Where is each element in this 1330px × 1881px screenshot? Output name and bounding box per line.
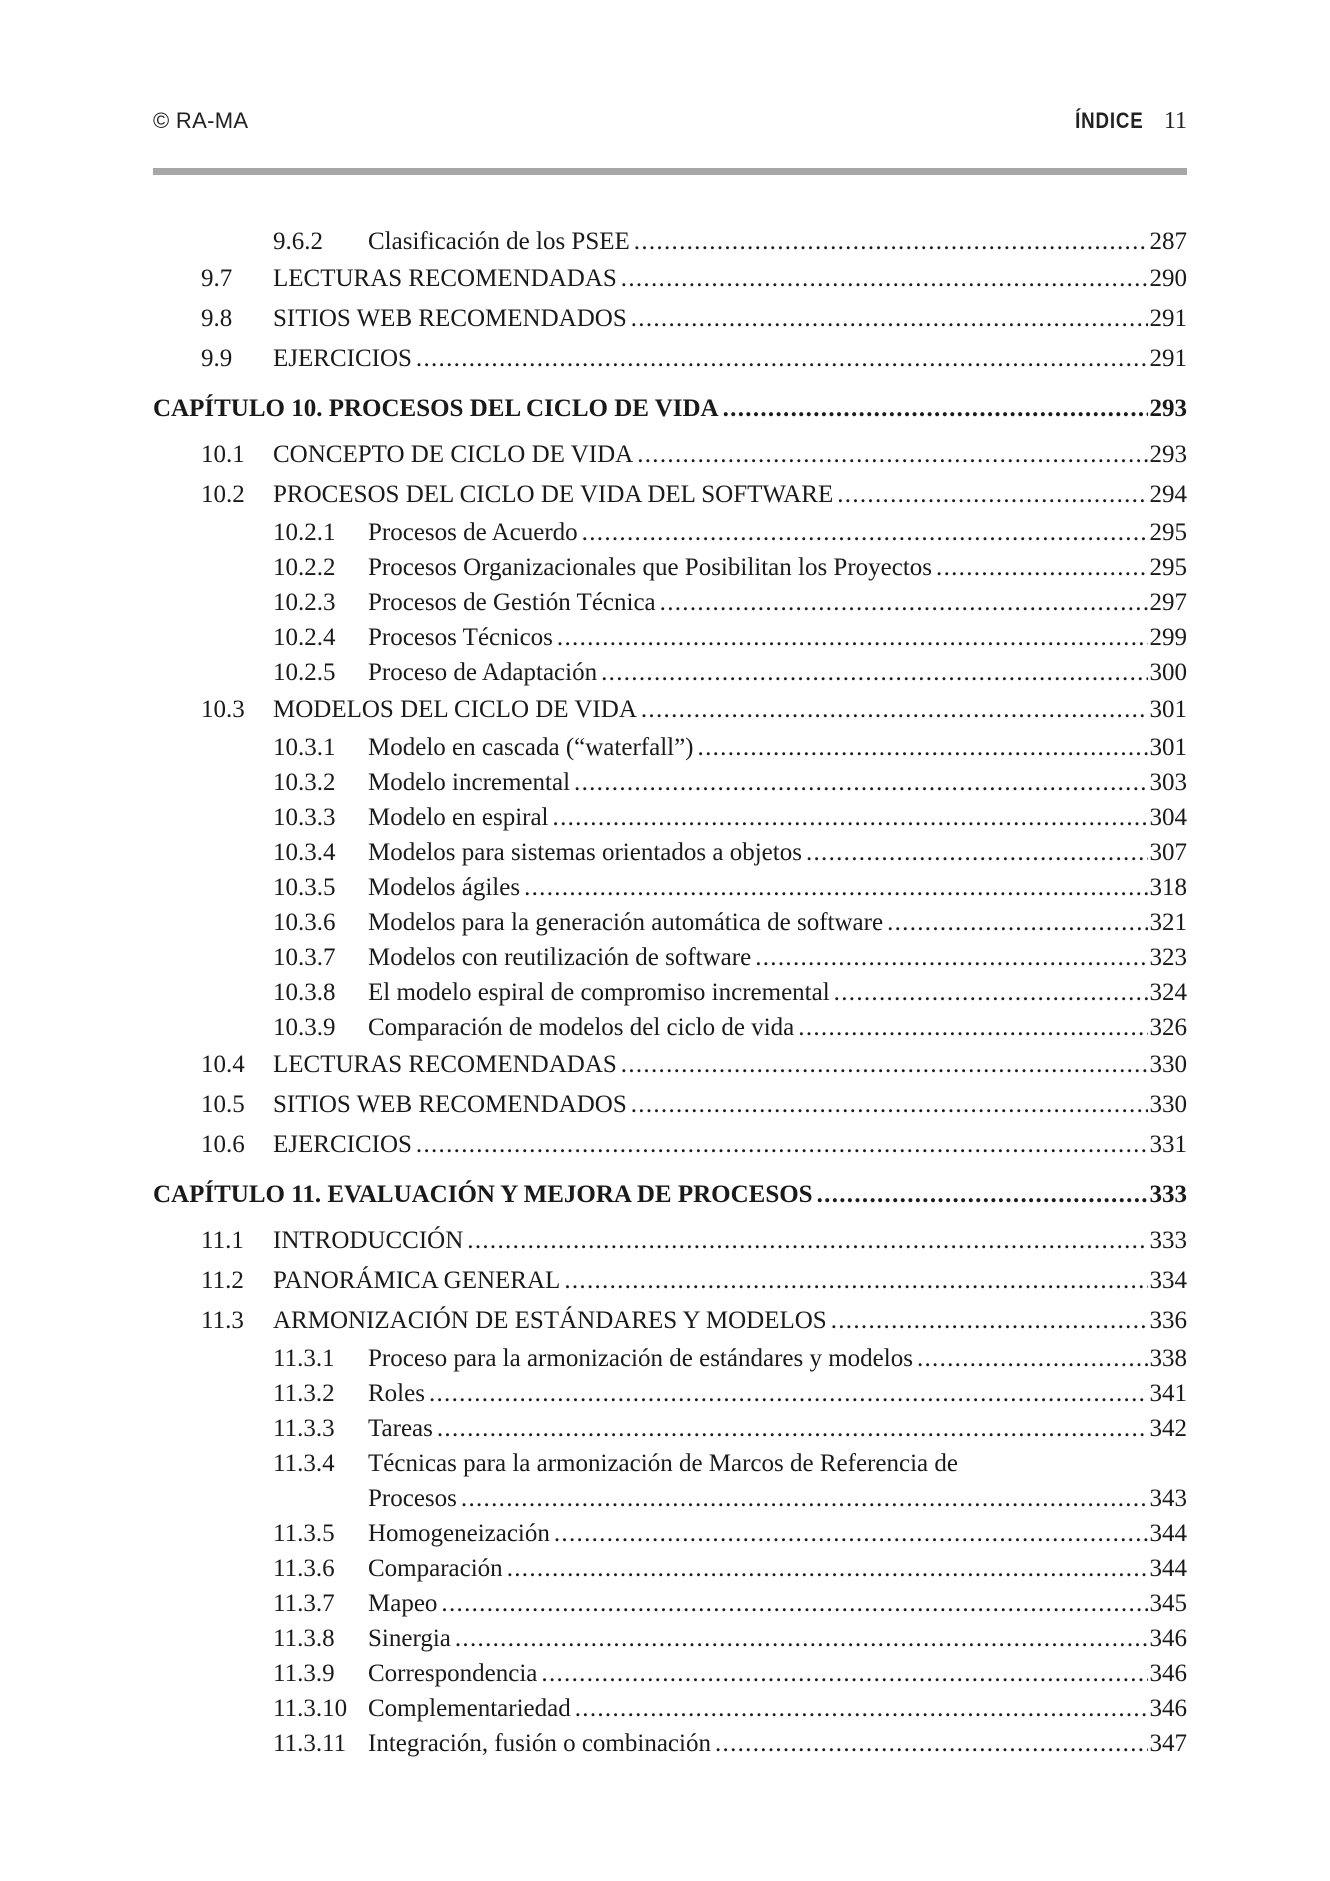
toc-entry-number: 10.2.3 bbox=[273, 589, 336, 616]
toc-entry-page: 330 bbox=[1149, 1091, 1187, 1118]
toc-entry-page: 318 bbox=[1149, 874, 1187, 901]
toc-entry[interactable] bbox=[153, 339, 1187, 379]
toc-entry[interactable] bbox=[153, 1261, 1187, 1301]
toc-entry[interactable] bbox=[153, 1656, 1187, 1691]
toc-entry-title: Procesos Organizacionales que Posibilitan los Proyectos bbox=[368, 554, 933, 581]
toc-entry-body bbox=[368, 585, 1187, 620]
toc-entry-body bbox=[368, 620, 1187, 655]
toc-entry[interactable] bbox=[153, 1411, 1187, 1446]
dot-leader bbox=[621, 259, 1148, 299]
toc-entry-number: 9.8 bbox=[201, 305, 233, 332]
toc-entry-page: 341 bbox=[1149, 1380, 1187, 1407]
toc-entry-page: 334 bbox=[1149, 1267, 1187, 1294]
toc-entry-number: 11.3.5 bbox=[273, 1520, 335, 1547]
toc-entry[interactable] bbox=[153, 585, 1187, 620]
toc-entry-page: 291 bbox=[1149, 305, 1187, 332]
toc-entry[interactable] bbox=[153, 1125, 1187, 1165]
toc-entry-body bbox=[273, 1221, 1187, 1261]
dot-leader bbox=[461, 1481, 1148, 1516]
toc-entry-number: 10.5 bbox=[201, 1091, 245, 1118]
toc-entry-page: 301 bbox=[1149, 696, 1187, 723]
toc-entry-body bbox=[368, 224, 1187, 259]
dot-leader bbox=[455, 1621, 1148, 1656]
toc-entry-page: 347 bbox=[1149, 1730, 1187, 1757]
toc-entry[interactable] bbox=[153, 765, 1187, 800]
toc-entry-page: 294 bbox=[1149, 481, 1187, 508]
dot-leader bbox=[837, 475, 1147, 515]
toc-entry-title: Modelos con reutilización de software bbox=[368, 944, 752, 971]
toc-entry[interactable] bbox=[153, 835, 1187, 870]
toc-entry-title: Modelo incremental bbox=[368, 769, 571, 796]
dot-leader bbox=[887, 905, 1147, 940]
toc-entry-title: ARMONIZACIÓN DE ESTÁNDARES Y MODELOS bbox=[273, 1307, 827, 1334]
toc-entry-body bbox=[368, 1656, 1187, 1691]
toc-entry-page: 307 bbox=[1149, 839, 1187, 866]
dot-leader bbox=[917, 1341, 1148, 1376]
toc-entry-body bbox=[368, 1411, 1187, 1446]
dot-leader bbox=[574, 765, 1147, 800]
dot-leader bbox=[798, 1010, 1147, 1045]
dot-leader bbox=[441, 1586, 1147, 1621]
toc-entry-number: 11.3.3 bbox=[273, 1415, 335, 1442]
toc-entry[interactable] bbox=[153, 1010, 1187, 1045]
toc-entry-title: Proceso de Adaptación bbox=[368, 659, 598, 686]
toc-entry-title: Procesos de Gestión Técnica bbox=[368, 589, 656, 616]
toc-entry-number: 11.3.8 bbox=[273, 1625, 335, 1652]
dot-leader bbox=[637, 435, 1147, 475]
toc-entry-body bbox=[368, 655, 1187, 690]
toc-entry-body bbox=[368, 515, 1187, 550]
toc-entry-number: 11.3.1 bbox=[273, 1345, 335, 1372]
toc-entry-number: 11.3.10 bbox=[273, 1695, 348, 1722]
toc-entry-title: Complementariedad bbox=[368, 1695, 571, 1722]
toc-entry-title: MODELOS DEL CICLO DE VIDA bbox=[273, 696, 637, 723]
dot-leader bbox=[817, 1169, 1148, 1221]
toc-entry-page: 345 bbox=[1149, 1590, 1187, 1617]
toc-entry-page: 293 bbox=[1149, 395, 1187, 422]
toc-entry-page: 343 bbox=[1149, 1485, 1187, 1512]
toc-entry-number: 11.3.2 bbox=[273, 1380, 335, 1407]
toc-entry-title: SITIOS WEB RECOMENDADOS bbox=[273, 1091, 627, 1118]
toc-entry-title: Modelo en espiral bbox=[368, 804, 549, 831]
toc-entry[interactable] bbox=[153, 1446, 1187, 1481]
toc-entry-page: 346 bbox=[1149, 1625, 1187, 1652]
toc-entry-body bbox=[368, 905, 1187, 940]
copyright-notice: © RA-MA bbox=[153, 108, 249, 133]
toc-entry-page: 323 bbox=[1149, 944, 1187, 971]
toc-entry-body bbox=[273, 1301, 1187, 1341]
toc-entry-number: 10.3.1 bbox=[273, 734, 336, 761]
dot-leader bbox=[601, 655, 1147, 690]
toc-entry-number: 9.9 bbox=[201, 345, 233, 372]
toc-entry[interactable] bbox=[153, 1481, 1187, 1516]
toc-entry-title: Proceso para la armonización de estándares y modelos bbox=[368, 1345, 913, 1372]
toc-entry-title: CONCEPTO DE CICLO DE VIDA bbox=[273, 441, 634, 468]
toc-entry[interactable] bbox=[153, 690, 1187, 730]
dot-leader bbox=[631, 299, 1148, 339]
dot-leader bbox=[524, 870, 1147, 905]
toc-entry-title: CAPÍTULO 11. EVALUACIÓN Y MEJORA DE PROCESOS bbox=[153, 1181, 813, 1208]
dot-leader bbox=[575, 1691, 1148, 1726]
toc-entry-number: 9.7 bbox=[201, 265, 233, 292]
toc-entry-body bbox=[273, 299, 1187, 339]
toc-entry[interactable] bbox=[153, 224, 1187, 259]
dot-leader bbox=[634, 224, 1148, 259]
toc-entry-page: 290 bbox=[1149, 265, 1187, 292]
toc-entry-body bbox=[368, 1341, 1187, 1376]
toc-entry-number: 10.4 bbox=[201, 1051, 245, 1078]
toc-entry-body bbox=[273, 1085, 1187, 1125]
toc-entry-body bbox=[273, 1125, 1187, 1165]
toc-entry-title: Modelos para la generación automática de software bbox=[368, 909, 884, 936]
toc-chapter-entry[interactable] bbox=[153, 383, 1187, 435]
dot-leader bbox=[831, 1301, 1148, 1341]
toc-entry-page: 301 bbox=[1149, 734, 1187, 761]
toc-entry-page: 346 bbox=[1149, 1660, 1187, 1687]
dot-leader bbox=[723, 383, 1148, 435]
toc-entry-body bbox=[153, 383, 1187, 435]
toc-entry-page: 331 bbox=[1149, 1131, 1187, 1158]
toc-entry-title: Tareas bbox=[368, 1415, 433, 1442]
toc-entry-page: 336 bbox=[1149, 1307, 1187, 1334]
toc-entry[interactable] bbox=[153, 1085, 1187, 1125]
toc-entry-title: El modelo espiral de compromiso incremental bbox=[368, 979, 830, 1006]
toc-entry-body bbox=[368, 1516, 1187, 1551]
toc-entry[interactable] bbox=[153, 475, 1187, 515]
toc-entry-number: 11.1 bbox=[201, 1227, 244, 1254]
toc-entry[interactable] bbox=[153, 1301, 1187, 1341]
toc-entry-body bbox=[368, 940, 1187, 975]
toc-entry-body bbox=[368, 730, 1187, 765]
page-number: 11 bbox=[1163, 108, 1187, 134]
toc-entry-number: 10.6 bbox=[201, 1131, 245, 1158]
toc-entry-body bbox=[368, 1481, 1187, 1516]
toc-entry-title: CAPÍTULO 10. PROCESOS DEL CICLO DE VIDA bbox=[153, 395, 719, 422]
toc-entry-body bbox=[273, 1045, 1187, 1085]
toc-entry-page: 297 bbox=[1149, 589, 1187, 616]
toc-entry-number: 11.3.11 bbox=[273, 1730, 347, 1757]
toc-entry-page: 342 bbox=[1149, 1415, 1187, 1442]
dot-leader bbox=[429, 1376, 1148, 1411]
dot-leader bbox=[467, 1221, 1147, 1261]
toc-entry[interactable] bbox=[153, 800, 1187, 835]
toc-entry-number: 11.3.4 bbox=[273, 1450, 335, 1477]
toc-entry-number: 10.3.2 bbox=[273, 769, 336, 796]
toc-entry-number: 10.3.8 bbox=[273, 979, 336, 1006]
toc-entry[interactable] bbox=[153, 515, 1187, 550]
toc-entry-body bbox=[368, 1621, 1187, 1656]
toc-entry-title: Modelos ágiles bbox=[368, 874, 521, 901]
dot-leader bbox=[541, 1656, 1147, 1691]
toc-entry[interactable] bbox=[153, 1376, 1187, 1411]
toc-entry-page: 293 bbox=[1149, 441, 1187, 468]
toc-entry-page: 346 bbox=[1149, 1695, 1187, 1722]
toc-entry-title: Roles bbox=[368, 1380, 425, 1407]
toc-entry[interactable] bbox=[153, 550, 1187, 585]
toc-entry-number: 11.3.7 bbox=[273, 1590, 335, 1617]
toc-entry-body bbox=[368, 800, 1187, 835]
dot-leader bbox=[834, 975, 1148, 1010]
toc-entry-title: PROCESOS DEL CICLO DE VIDA DEL SOFTWARE bbox=[273, 481, 834, 508]
toc-entry-number: 10.2 bbox=[201, 481, 245, 508]
toc-entry-page: 300 bbox=[1149, 659, 1187, 686]
toc-entry-number: 11.2 bbox=[201, 1267, 244, 1294]
toc-entry-title: LECTURAS RECOMENDADAS bbox=[273, 1051, 617, 1078]
toc-entry[interactable] bbox=[153, 1621, 1187, 1656]
dot-leader bbox=[715, 1726, 1148, 1761]
toc-entry-page: 304 bbox=[1149, 804, 1187, 831]
toc-entry-body bbox=[368, 1726, 1187, 1761]
section-title: ÍNDICE bbox=[1075, 108, 1144, 133]
toc-entry-page: 321 bbox=[1149, 909, 1187, 936]
toc-entry-body bbox=[368, 975, 1187, 1010]
toc-entry-title: Correspondencia bbox=[368, 1660, 538, 1687]
toc-entry-number: 10.3.9 bbox=[273, 1014, 336, 1041]
toc-entry-body bbox=[368, 765, 1187, 800]
dot-leader bbox=[631, 1085, 1148, 1125]
toc-entry-title: INTRODUCCIÓN bbox=[273, 1227, 464, 1254]
toc-entry-number: 10.3 bbox=[201, 696, 245, 723]
toc-entry[interactable] bbox=[153, 1516, 1187, 1551]
toc-entry-title: PANORÁMICA GENERAL bbox=[273, 1267, 561, 1294]
dot-leader bbox=[621, 1045, 1148, 1085]
toc-entry[interactable] bbox=[153, 259, 1187, 299]
toc-entry-page: 303 bbox=[1149, 769, 1187, 796]
toc-entry-number: 11.3.6 bbox=[273, 1555, 335, 1582]
toc-entry-title: Procesos de Acuerdo bbox=[368, 519, 578, 546]
toc-entry-title: Clasificación de los PSEE bbox=[368, 228, 630, 255]
toc-entry-title: SITIOS WEB RECOMENDADOS bbox=[273, 305, 627, 332]
toc-entry-body bbox=[273, 259, 1187, 299]
dot-leader bbox=[755, 940, 1147, 975]
toc-entry-body bbox=[153, 1169, 1187, 1221]
toc-entry-title: Integración, fusión o combinación bbox=[368, 1730, 711, 1757]
toc-entry[interactable] bbox=[153, 655, 1187, 690]
toc-entry-body bbox=[368, 1376, 1187, 1411]
toc-entry-body bbox=[273, 435, 1187, 475]
toc-entry-page: 338 bbox=[1149, 1345, 1187, 1372]
dot-leader bbox=[554, 1516, 1148, 1551]
toc-entry[interactable] bbox=[153, 870, 1187, 905]
toc-entry[interactable] bbox=[153, 730, 1187, 765]
toc-entry[interactable] bbox=[153, 1221, 1187, 1261]
header-rule bbox=[153, 168, 1187, 175]
toc-entry[interactable] bbox=[153, 1586, 1187, 1621]
toc-entry-number: 10.3.7 bbox=[273, 944, 336, 971]
toc-entry-body bbox=[368, 870, 1187, 905]
toc-entry-body bbox=[273, 475, 1187, 515]
running-header bbox=[1063, 108, 1187, 135]
toc-entry-number: 10.3.3 bbox=[273, 804, 336, 831]
dot-leader bbox=[806, 835, 1148, 870]
toc-entry-page: 287 bbox=[1149, 228, 1187, 255]
toc-entry-title: EJERCICIOS bbox=[273, 1131, 412, 1158]
toc-entry-number: 10.2.4 bbox=[273, 624, 336, 651]
toc-entry-page: 295 bbox=[1149, 519, 1187, 546]
toc-entry-number: 9.6.2 bbox=[273, 228, 323, 255]
toc-entry-number: 10.2.1 bbox=[273, 519, 336, 546]
toc-entry-page: 333 bbox=[1149, 1227, 1187, 1254]
toc-entry-number: 10.3.5 bbox=[273, 874, 336, 901]
dot-leader bbox=[416, 1125, 1148, 1165]
toc-entry[interactable] bbox=[153, 1341, 1187, 1376]
toc-entry[interactable] bbox=[153, 940, 1187, 975]
toc-entry[interactable] bbox=[153, 1726, 1187, 1761]
toc-entry-number: 10.2.2 bbox=[273, 554, 336, 581]
toc-chapter-entry[interactable] bbox=[153, 1169, 1187, 1221]
dot-leader bbox=[660, 585, 1148, 620]
toc-entry-number: 10.3.4 bbox=[273, 839, 336, 866]
toc-entry-title: Modelo en cascada (“waterfall”) bbox=[368, 734, 694, 761]
toc-entry-body bbox=[368, 1446, 1187, 1481]
dot-leader bbox=[557, 620, 1148, 655]
toc-entry-page: 333 bbox=[1149, 1181, 1187, 1208]
toc-entry[interactable] bbox=[153, 299, 1187, 339]
toc-entry[interactable] bbox=[153, 620, 1187, 655]
toc-entry-page: 344 bbox=[1149, 1555, 1187, 1582]
toc-entry-title: Comparación bbox=[368, 1555, 503, 1582]
toc-entry-body bbox=[368, 1691, 1187, 1726]
toc-entry-page: 291 bbox=[1149, 345, 1187, 372]
toc-entry[interactable] bbox=[153, 1691, 1187, 1726]
toc-entry[interactable] bbox=[153, 435, 1187, 475]
toc-entry-title: Procesos Técnicos bbox=[368, 624, 553, 651]
toc-entry-number: 10.3.6 bbox=[273, 909, 336, 936]
toc-entry-body bbox=[368, 550, 1187, 585]
toc-entry-title: Sinergia bbox=[368, 1625, 451, 1652]
toc-entry-body bbox=[273, 690, 1187, 730]
toc-entry[interactable] bbox=[153, 1045, 1187, 1085]
toc-entry-title: Modelos para sistemas orientados a objetos bbox=[368, 839, 802, 866]
toc-entry-number: 10.2.5 bbox=[273, 659, 336, 686]
dot-leader bbox=[564, 1261, 1147, 1301]
toc-entry-page: 295 bbox=[1149, 554, 1187, 581]
toc-entry-body bbox=[273, 1261, 1187, 1301]
toc-entry-page: 324 bbox=[1149, 979, 1187, 1006]
toc-entry-title: Procesos bbox=[368, 1485, 457, 1512]
toc-entry-page: 344 bbox=[1149, 1520, 1187, 1547]
toc-entry-number: 11.3.9 bbox=[273, 1660, 335, 1687]
dot-leader bbox=[553, 800, 1148, 835]
dot-leader bbox=[416, 339, 1148, 379]
table-of-contents bbox=[153, 224, 1187, 1761]
toc-entry-body bbox=[368, 835, 1187, 870]
toc-entry-number: 10.1 bbox=[201, 441, 245, 468]
toc-entry-body bbox=[368, 1010, 1187, 1045]
toc-entry-title: Homogeneización bbox=[368, 1520, 550, 1547]
toc-entry[interactable] bbox=[153, 975, 1187, 1010]
toc-entry-body bbox=[273, 339, 1187, 379]
toc-entry[interactable] bbox=[153, 905, 1187, 940]
dot-leader bbox=[936, 550, 1147, 585]
dot-leader bbox=[507, 1551, 1148, 1586]
toc-entry-title: EJERCICIOS bbox=[273, 345, 412, 372]
toc-entry-page: 330 bbox=[1149, 1051, 1187, 1078]
toc-entry-body bbox=[368, 1551, 1187, 1586]
toc-entry-page: 326 bbox=[1149, 1014, 1187, 1041]
toc-entry-title: Técnicas para la armonización de Marcos de Referencia de bbox=[368, 1450, 958, 1477]
dot-leader bbox=[641, 690, 1148, 730]
toc-entry-title: LECTURAS RECOMENDADAS bbox=[273, 265, 617, 292]
toc-entry-title: Mapeo bbox=[368, 1590, 438, 1617]
toc-entry-page: 299 bbox=[1149, 624, 1187, 651]
dot-leader bbox=[582, 515, 1148, 550]
dot-leader bbox=[698, 730, 1148, 765]
toc-entry-number: 11.3 bbox=[201, 1307, 244, 1334]
toc-entry-body bbox=[368, 1586, 1187, 1621]
dot-leader bbox=[437, 1411, 1148, 1446]
toc-entry[interactable] bbox=[153, 1551, 1187, 1586]
toc-entry-title: Comparación de modelos del ciclo de vida bbox=[368, 1014, 795, 1041]
